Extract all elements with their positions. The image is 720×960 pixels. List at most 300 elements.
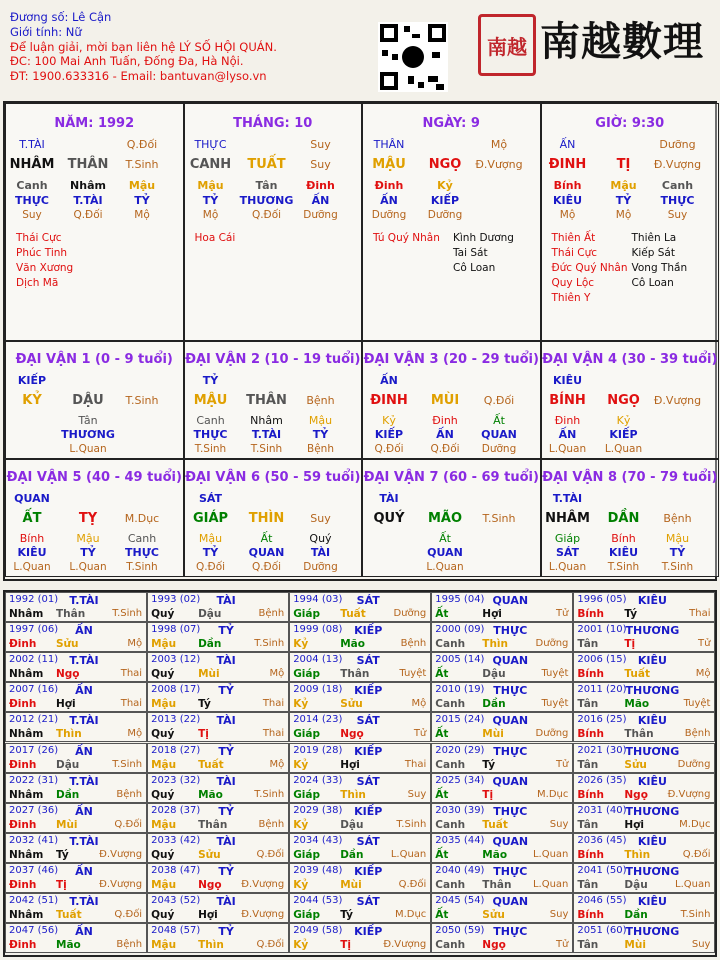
hidden-stage: Q.Đối [251, 209, 282, 221]
year-label: 2034 (43) [293, 834, 343, 846]
year-cell [5, 863, 147, 893]
year-god: TỶ [218, 864, 234, 878]
year-stage: Dưỡng [535, 638, 569, 650]
dai-van-rel: Đ.Vượng [653, 394, 702, 407]
hidden-stage: T.Sinh [661, 561, 694, 573]
year-cell [289, 863, 431, 893]
year-god: TÀI [216, 834, 236, 848]
year-can: Đinh [9, 698, 37, 711]
hidden-stage: L.Quan [13, 561, 51, 573]
year-label: 2017 (26) [9, 744, 59, 756]
year-stage: Suy [549, 818, 569, 830]
year-can: Mậu [151, 939, 177, 952]
pillar-1 [184, 103, 363, 341]
dai-van-chi: THÂN [246, 393, 287, 408]
year-god: THỰC [493, 864, 528, 878]
year-chi: Sửu [56, 638, 79, 651]
hidden-stem: Quý [309, 532, 332, 545]
year-label: 2016 (25) [577, 714, 627, 726]
hidden-god: ẤN [558, 428, 577, 441]
year-can: Ất [435, 608, 449, 620]
year-stage: Tử [555, 608, 569, 619]
hidden-god: QUAN [481, 428, 517, 441]
hidden-stage: T.Sinh [194, 443, 227, 455]
year-chi: Sửu [198, 848, 221, 861]
hidden-god: THƯƠNG [61, 428, 115, 441]
dai-van-title: ĐẠI VẬN 2 (10 - 19 tuổi) [185, 352, 361, 367]
year-label: 2044 (53) [293, 895, 343, 906]
hidden-stem: Nhâm [250, 414, 283, 427]
year-chi: Thìn [482, 638, 509, 651]
year-can: Bính [577, 909, 604, 921]
hidden-stage: T.Sinh [250, 443, 283, 455]
hidden-god: TỶ [312, 428, 329, 441]
year-label: 1997 (06) [9, 624, 59, 636]
year-god: TỶ [218, 804, 234, 818]
year-cell [431, 863, 573, 893]
star-right: Cô Loan [453, 262, 496, 274]
year-god: TÀI [216, 774, 236, 788]
dai-van-chi: TỴ [78, 511, 98, 526]
year-cell [431, 803, 573, 833]
dai-van-god: ẤN [380, 374, 398, 387]
year-chi: Dậu [340, 818, 364, 831]
year-god: SÁT [356, 654, 380, 668]
hidden-stage: Q.Đối [430, 443, 460, 455]
year-stage: Tử [413, 728, 427, 740]
year-chi: Tý [198, 698, 211, 711]
year-god: TỶ [218, 624, 234, 638]
year-chi: Hợi [482, 608, 502, 620]
year-chi: Dần [198, 638, 222, 651]
hidden-stage: L.Quan [548, 443, 587, 455]
pillar-top: Mộ [490, 138, 508, 151]
pillar-can: ĐINH [548, 157, 587, 172]
year-stage: T.Sinh [254, 788, 285, 800]
year-can: Bính [577, 608, 604, 620]
year-cell [147, 743, 289, 773]
year-label: 2047 (56) [9, 925, 59, 937]
hidden-stage: Q.Đối [374, 443, 404, 455]
pillar-top: Suy [310, 138, 331, 151]
hidden-god: KIÊU [608, 546, 639, 559]
year-cell [431, 743, 573, 773]
year-chi: Tị [56, 878, 67, 891]
hidden-stage: Dưỡng [303, 209, 338, 221]
pillar-can: NHÂM [9, 157, 55, 172]
year-label: 2010 (19) [435, 684, 485, 696]
year-god: KIẾP [354, 925, 383, 939]
hidden-stage: Mộ [559, 209, 576, 221]
year-can: Ất [435, 788, 449, 801]
year-stage: Đ.Vượng [667, 788, 711, 800]
dai-van-rel: Bệnh [306, 394, 335, 407]
year-can: Giáp [293, 728, 321, 741]
year-stage: T.Sinh [680, 909, 711, 920]
year-label: 2012 (21) [9, 714, 59, 726]
dai-van-rel: T.Sinh [125, 394, 159, 407]
year-can: Đinh [9, 638, 37, 651]
year-cell [573, 682, 715, 712]
hidden-stage: T.Sinh [126, 561, 158, 573]
pillar-chi: TUẤT [247, 157, 286, 172]
hidden-stem: Đinh [374, 179, 404, 192]
year-chi: Tý [56, 848, 69, 861]
year-cell [289, 682, 431, 712]
brand-title: 南越數理 [540, 18, 704, 65]
hidden-god: KIÊU [17, 546, 47, 559]
year-chi: Hợi [198, 909, 218, 921]
year-stage: Suy [691, 939, 711, 951]
year-label: 2004 (13) [293, 654, 343, 666]
hidden-stage: Dưỡng [481, 443, 517, 455]
year-cell [573, 712, 715, 742]
year-stage: Tuyệt [541, 668, 569, 680]
year-god: THƯƠNG [625, 804, 680, 818]
year-cell [573, 652, 715, 682]
hidden-god: T.TÀI [73, 194, 103, 207]
year-chi: Thìn [56, 728, 82, 741]
year-label: 2046 (55) [577, 895, 627, 906]
year-cell [5, 622, 147, 652]
year-god: QUAN [492, 895, 529, 908]
year-can: Mậu [151, 818, 177, 831]
year-cell [289, 893, 431, 923]
year-cell [5, 893, 147, 923]
pillar-title: GIỜ: 9:30 [595, 116, 665, 131]
dai-van-god: SÁT [198, 492, 223, 505]
hidden-stage: L.Quan [69, 443, 107, 455]
year-stage: Bệnh [116, 939, 143, 951]
year-label: 2030 (39) [435, 804, 485, 816]
hidden-stem: Mậu [610, 179, 637, 192]
hidden-stage: Dưỡng [371, 209, 407, 221]
year-stage: Mộ [269, 668, 285, 680]
year-chi: Ngọ [56, 668, 80, 681]
year-chi: Tuất [482, 818, 508, 831]
year-cell [289, 652, 431, 682]
year-god: ẤN [75, 925, 93, 939]
year-can: Kỷ [293, 698, 309, 711]
year-can: Giáp [293, 848, 321, 861]
hidden-stem: Giáp [554, 532, 581, 545]
year-can: Tân [577, 939, 599, 952]
year-god: KIÊU [637, 714, 667, 728]
year-label: 2027 (36) [9, 804, 59, 816]
year-stage: Dưỡng [393, 608, 427, 619]
hidden-god: TÀI [310, 546, 331, 559]
year-god: ẤN [75, 804, 93, 818]
year-stage: Đ.Vượng [241, 909, 285, 920]
dai-van-chi: MÃO [427, 511, 463, 526]
year-cell [431, 652, 573, 682]
dai-van-5 [5, 459, 184, 577]
year-can: Tân [577, 818, 599, 831]
year-can: Giáp [293, 788, 321, 801]
year-stage: Thai [262, 698, 285, 710]
dai-van-can: ẤT [22, 511, 42, 526]
year-god: QUAN [492, 594, 529, 607]
year-chi: Ngọ [624, 788, 648, 801]
year-label: 2009 (18) [293, 684, 343, 696]
dai-van-god: KIẾP [17, 374, 47, 387]
year-label: 2036 (45) [577, 834, 627, 846]
year-god: TỶ [218, 684, 234, 698]
hidden-stem: Canh [127, 532, 157, 545]
hidden-god: TỶ [669, 546, 686, 559]
year-label: 2037 (46) [9, 864, 59, 876]
pillar-title: NĂM: 1992 [54, 116, 135, 131]
year-label: 2020 (29) [435, 744, 485, 756]
year-god: SÁT [356, 594, 380, 607]
hidden-god: ẤN [311, 194, 330, 207]
year-chi: Dậu [624, 878, 648, 891]
hidden-stem: Đinh [432, 414, 458, 427]
year-can: Ất [435, 848, 449, 861]
year-label: 2022 (31) [9, 774, 59, 786]
year-chi: Thìn [340, 788, 366, 801]
year-stage: Bệnh [258, 818, 285, 830]
hidden-stem: Đinh [306, 179, 335, 192]
year-cell [289, 592, 431, 622]
year-god: T.TÀI [69, 714, 99, 728]
hidden-stem: Tân [255, 179, 278, 192]
year-label: 2045 (54) [435, 895, 485, 906]
dai-van-god: TỶ [202, 374, 219, 387]
pillar-top: Dưỡng [659, 138, 696, 151]
dai-van-6 [184, 459, 363, 577]
hidden-stem: Mậu [308, 414, 333, 427]
year-stage: Q.Đối [398, 878, 427, 890]
year-can: Ất [435, 909, 449, 921]
year-label: 2000 (09) [435, 624, 485, 636]
year-stage: M.Dục [679, 818, 711, 830]
star-right: Kiếp Sát [631, 247, 675, 259]
dai-van-3 [362, 341, 541, 459]
year-can: Nhâm [9, 668, 44, 681]
year-can: Canh [435, 939, 466, 952]
pillar-chi: NGỌ [428, 157, 462, 172]
year-cell [147, 773, 289, 803]
year-can: Tân [577, 878, 599, 891]
year-chi: Tuất [198, 758, 224, 771]
hidden-god: ẤN [380, 194, 398, 207]
hidden-stage: Dưỡng [303, 561, 338, 573]
qr-code-icon [378, 22, 448, 92]
year-god: KIẾP [354, 684, 383, 698]
year-god: TÀI [216, 654, 236, 668]
hidden-stem: Kỷ [616, 414, 631, 427]
hidden-stage: L.Quan [426, 561, 464, 573]
year-chi: Ngọ [198, 878, 222, 891]
year-stage: Đ.Vượng [383, 939, 427, 951]
year-can: Bính [577, 788, 604, 801]
hidden-stage: Bệnh [307, 443, 334, 455]
hidden-stage: Mộ [615, 209, 632, 221]
year-label: 2001 (10) [577, 624, 627, 636]
year-chi: Dậu [482, 668, 506, 681]
dai-van-8 [541, 459, 720, 577]
year-stage: Thai [689, 608, 711, 619]
year-god: THỰC [493, 925, 528, 939]
year-chi: Mùi [624, 939, 646, 952]
year-can: Canh [435, 878, 466, 891]
year-label: 1998 (07) [151, 624, 201, 636]
year-stage: Tử [698, 638, 711, 650]
hidden-god: KIÊU [552, 194, 583, 207]
year-god: KIÊU [637, 895, 667, 908]
year-stage: T.Sinh [112, 608, 143, 619]
year-cell [289, 833, 431, 863]
dai-van-can: MẬU [193, 393, 228, 408]
year-chi: Thân [198, 818, 228, 831]
year-label: 2050 (59) [435, 925, 485, 937]
hidden-god: T.TÀI [251, 428, 282, 441]
dai-van-rel: Q.Đối [483, 394, 515, 407]
year-can: Ất [435, 728, 449, 741]
dai-van-title: ĐẠI VẬN 1 (0 - 9 tuổi) [15, 352, 173, 367]
year-chi: Mão [482, 848, 508, 861]
dai-van-chi: MÙI [430, 393, 460, 408]
year-label: 2026 (35) [577, 774, 627, 786]
hidden-god: THỰC [15, 194, 49, 207]
year-stage: T.Sinh [112, 758, 143, 770]
hidden-stem: Canh [661, 179, 694, 192]
year-chi: Thìn [198, 939, 224, 952]
year-chi: Thân [624, 728, 654, 741]
year-can: Kỷ [293, 638, 309, 651]
year-cell [5, 833, 147, 863]
year-god: KIẾP [354, 864, 383, 878]
year-god: KIẾP [354, 624, 383, 638]
year-cell [147, 833, 289, 863]
year-chi: Dần [624, 909, 648, 921]
year-chi: Mão [340, 638, 365, 651]
year-chi: Thân [340, 668, 370, 681]
year-can: Bính [577, 728, 604, 741]
hidden-stage: L.Quan [69, 561, 107, 573]
year-chi: Tuất [340, 608, 366, 620]
year-label: 2019 (28) [293, 744, 343, 756]
year-label: 1994 (03) [293, 594, 343, 605]
star-right: Tai Sát [453, 247, 488, 259]
year-chi: Mùi [482, 728, 504, 741]
year-label: 2041 (50) [577, 864, 627, 876]
year-cell [431, 622, 573, 652]
year-cell [289, 803, 431, 833]
dai-van-title: ĐẠI VẬN 7 (60 - 69 tuổi) [363, 470, 539, 485]
dai-van-rel: Suy [310, 512, 331, 525]
year-can: Mậu [151, 638, 177, 651]
pillar-can: MẬU [372, 157, 406, 172]
year-cell [147, 863, 289, 893]
hidden-stage: L.Quan [604, 443, 643, 455]
year-label: 2018 (27) [151, 744, 201, 756]
dai-van-can: NHÂM [545, 511, 590, 526]
year-cell [431, 773, 573, 803]
dai-van-chi: NGỌ [607, 393, 640, 408]
dai-van-4 [541, 341, 720, 459]
pillar-rel: T.Sinh [125, 158, 159, 171]
year-chi: Tý [624, 608, 638, 620]
year-stage: Q.Đối [256, 939, 285, 951]
year-stage: Bệnh [400, 638, 427, 650]
pillar-can: CANH [189, 157, 232, 172]
year-cell [147, 923, 289, 953]
year-stage: Mộ [411, 698, 427, 710]
year-can: Kỷ [293, 878, 309, 891]
year-chi: Dần [56, 788, 80, 801]
hidden-stem: Bính [19, 532, 45, 545]
year-can: Đinh [9, 939, 37, 952]
year-chi: Tý [482, 758, 496, 771]
year-cell [431, 592, 573, 622]
dai-van-title: ĐẠI VẬN 6 (50 - 59 tuổi) [185, 470, 361, 485]
year-chi: Sửu [340, 698, 363, 711]
pillar-2 [362, 103, 541, 341]
pillar-3 [541, 103, 720, 341]
year-can: Tân [577, 638, 599, 651]
year-cell [431, 682, 573, 712]
year-can: Bính [577, 848, 604, 861]
hidden-stem: Bính [553, 179, 582, 192]
hidden-god: QUAN [248, 546, 285, 559]
pillar-top: Q.Đối [126, 138, 158, 151]
year-god: TÀI [216, 594, 236, 607]
year-cell [147, 682, 289, 712]
year-cell [573, 773, 715, 803]
year-label: 2051 (60) [577, 925, 627, 937]
pillar-chi: THÂN [67, 157, 109, 172]
star-left: Phúc Tinh [16, 247, 68, 259]
year-can: Quý [151, 848, 175, 861]
star-left: Thiên Y [551, 292, 591, 304]
dai-van-1 [5, 341, 184, 459]
year-god: THỰC [493, 804, 528, 818]
header [10, 10, 390, 84]
year-chi: Mùi [56, 818, 78, 831]
pillar-top: T.TÀI [19, 138, 45, 151]
year-cell [431, 893, 573, 923]
hidden-stage: L.Quan [548, 561, 587, 573]
star-left: Đức Quý Nhân [551, 262, 628, 274]
year-label: 2006 (15) [577, 654, 627, 666]
dai-van-title: ĐẠI VẬN 4 (30 - 39 tuổi) [542, 352, 718, 367]
hidden-god: TỶ [202, 194, 219, 207]
year-can: Giáp [293, 608, 321, 620]
year-stage: Tuyệt [683, 698, 711, 710]
pillar-rel: Đ.Vượng [653, 158, 702, 171]
year-god: THỰC [493, 684, 528, 698]
year-stage: Mộ [269, 758, 285, 770]
year-stage: Thai [120, 698, 143, 710]
year-can: Kỷ [293, 818, 309, 831]
hidden-stem: Ất [493, 414, 505, 427]
year-can: Quý [151, 668, 175, 681]
hidden-stage: T.Sinh [607, 561, 640, 573]
year-stage: Mộ [127, 728, 143, 740]
phone-email: ĐT: 1900.633316 - Email: bantuvan@lyso.vn [10, 69, 267, 84]
dai-van-god: T.TÀI [552, 492, 583, 505]
year-cell [573, 923, 715, 953]
year-chi: Tị [340, 939, 351, 952]
year-label: 2015 (24) [435, 714, 485, 726]
year-can: Tân [577, 758, 599, 771]
year-chi: Ngọ [340, 728, 364, 741]
year-god: THƯƠNG [625, 925, 680, 939]
star-right: Kình Dương [453, 232, 514, 244]
year-stage: T.Sinh [396, 818, 427, 830]
